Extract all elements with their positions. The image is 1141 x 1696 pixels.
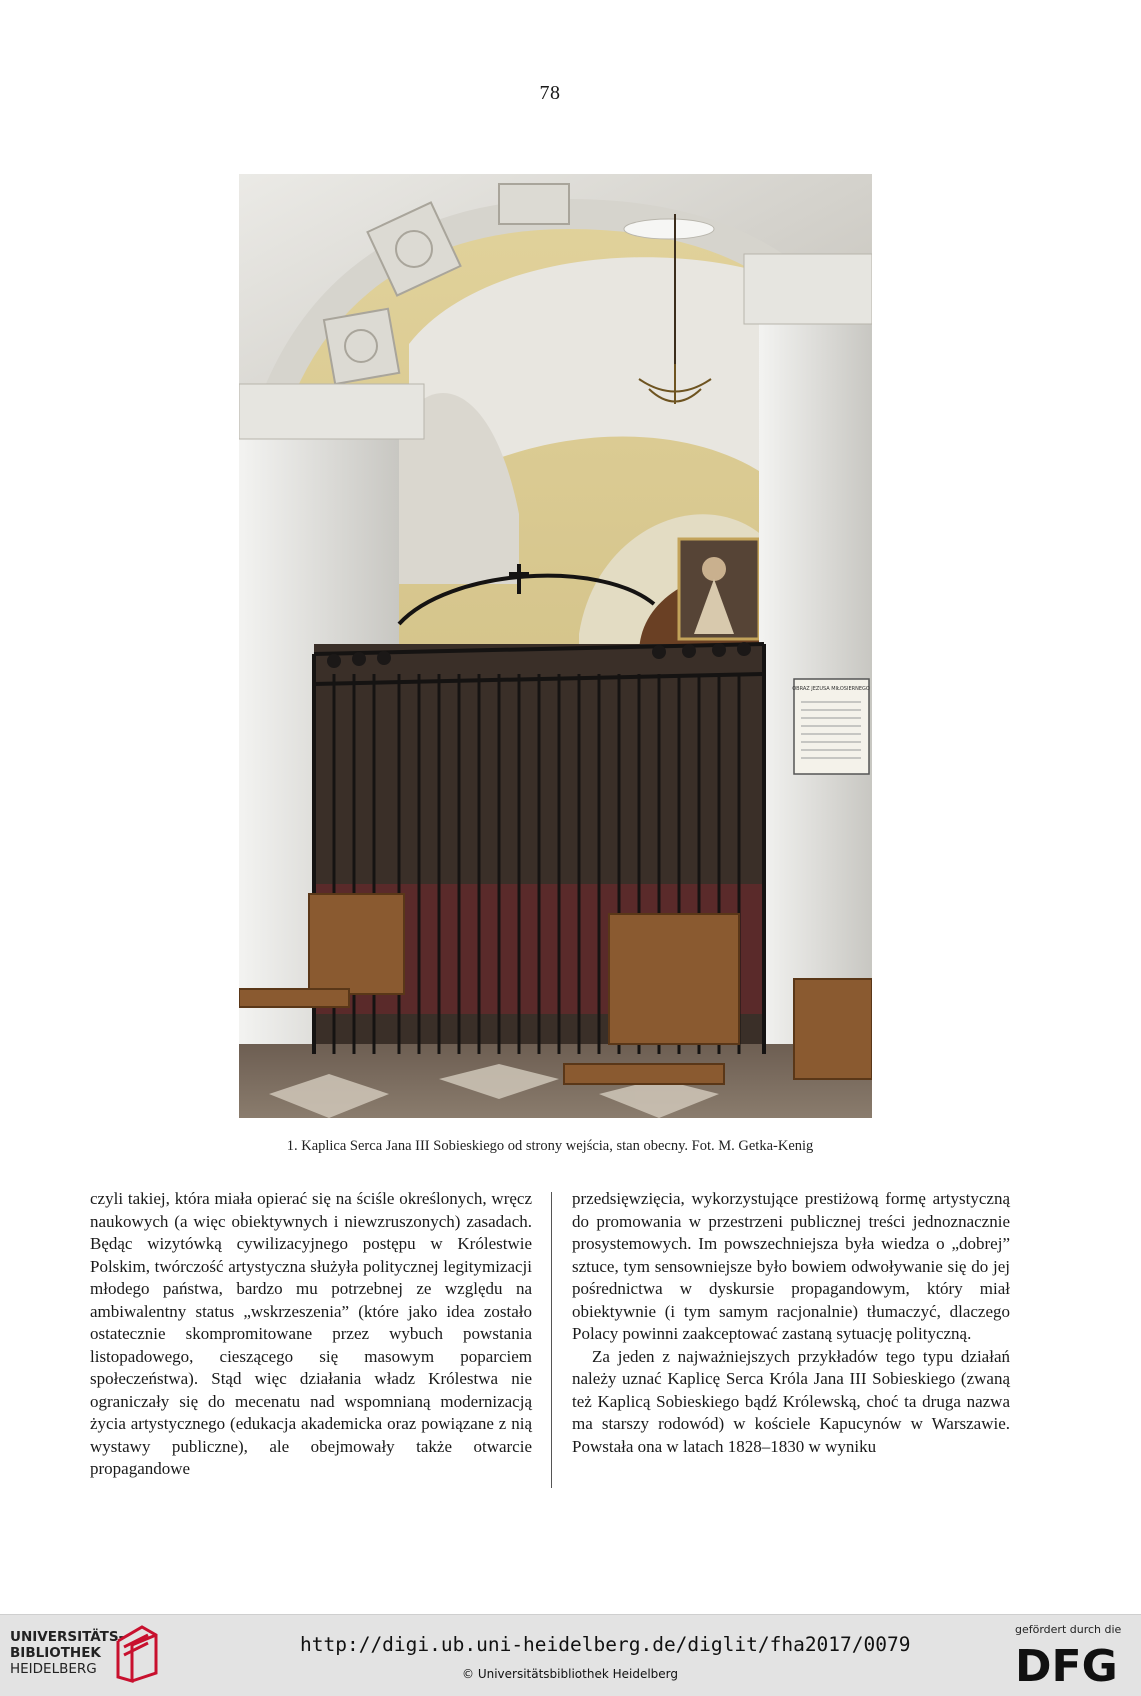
permalink-url[interactable]: http://digi.ub.uni-heidelberg.de/diglit/fha2017/0079 — [300, 1633, 911, 1656]
paragraph: przedsięwzięcia, wykorzystujące prestiżową formę artystyczną do promowania w przestrzeni publicznej treści jednoznacznie prosystemowych. Im powszechniejsza była wiedza o „dobrej” sztuce, tym sensowniejsze było bowiem odwoływanie się do jej pośrednictwa w dyskursie propagandowym, który miał obiektywnie (i tym samym racjonalnie) tłumaczyć, dlaczego Polacy powinni zaakceptować zastaną sytuację polityczną. — [572, 1189, 1010, 1343]
chapel-photograph — [239, 174, 872, 1118]
page-number: 78 — [539, 82, 561, 104]
dfg-logo[interactable] — [1015, 1641, 1125, 1687]
library-emblem-icon — [112, 1623, 160, 1683]
library-logo[interactable]: UNIVERSITÄTS- BIBLIOTHEK HEIDELBERG — [10, 1629, 125, 1677]
copyright-notice: © Universitätsbibliothek Heidelberg — [462, 1667, 679, 1681]
column-divider — [551, 1192, 552, 1488]
paragraph: Za jeden z najważniejszych przykładów tego typu działań należy uznać Kaplicę Serca Króla Jana III Sobieskiego (zwaną też Kaplicą Sobieskiego bądź Królewską, choć ta druga nazwa ma starszy rodowód) w kościele Kapucynów w Warszawie. Powstała ona w latach 1828–1830 w wyniku — [572, 1346, 1010, 1456]
text-column-right — [572, 1188, 1010, 1458]
plaque-title: OBRAZ JEZUSA MIŁOSIERNEGO — [792, 686, 870, 692]
figure-caption: 1. Kaplica Serca Jana III Sobieskiego od strony wejścia, stan obecny. Fot. M. Getka-Kenig — [286, 1138, 814, 1154]
digitization-footer — [0, 1614, 1141, 1696]
text-column-left — [90, 1188, 532, 1481]
paragraph: czyli takiej, która miała opierać się na ściśle określonych, wręcz naukowych (a więc obiektywnych i niewzruszonych) zasadach. Będąc wizytówką cywilizacyjnego postępu w Królestwie Polskim, twórczość artystyczna służyła politycznej legitymizacji młodego państwa, bardzo mu potrzebnej ze względu na ambiwalentny status „wskrzeszenia” (które jako idea zostało ostatecznie skompromitowane przez wybuch powstania listopadowego, cieszącego się masowym poparciem społeczeństwa). Stąd więc działania władz Królestwa nie ograniczały się do mecenatu nad wspomnianą modernizacją życia artystycznego (edukacja akademicka oraz powiązane z nią wystawy publiczne), ale obejmowały także otwarcie propagandowe — [90, 1189, 532, 1478]
funding-label: gefördert durch die — [1015, 1623, 1122, 1636]
svg-text:DFG: DFG — [1015, 1641, 1118, 1687]
